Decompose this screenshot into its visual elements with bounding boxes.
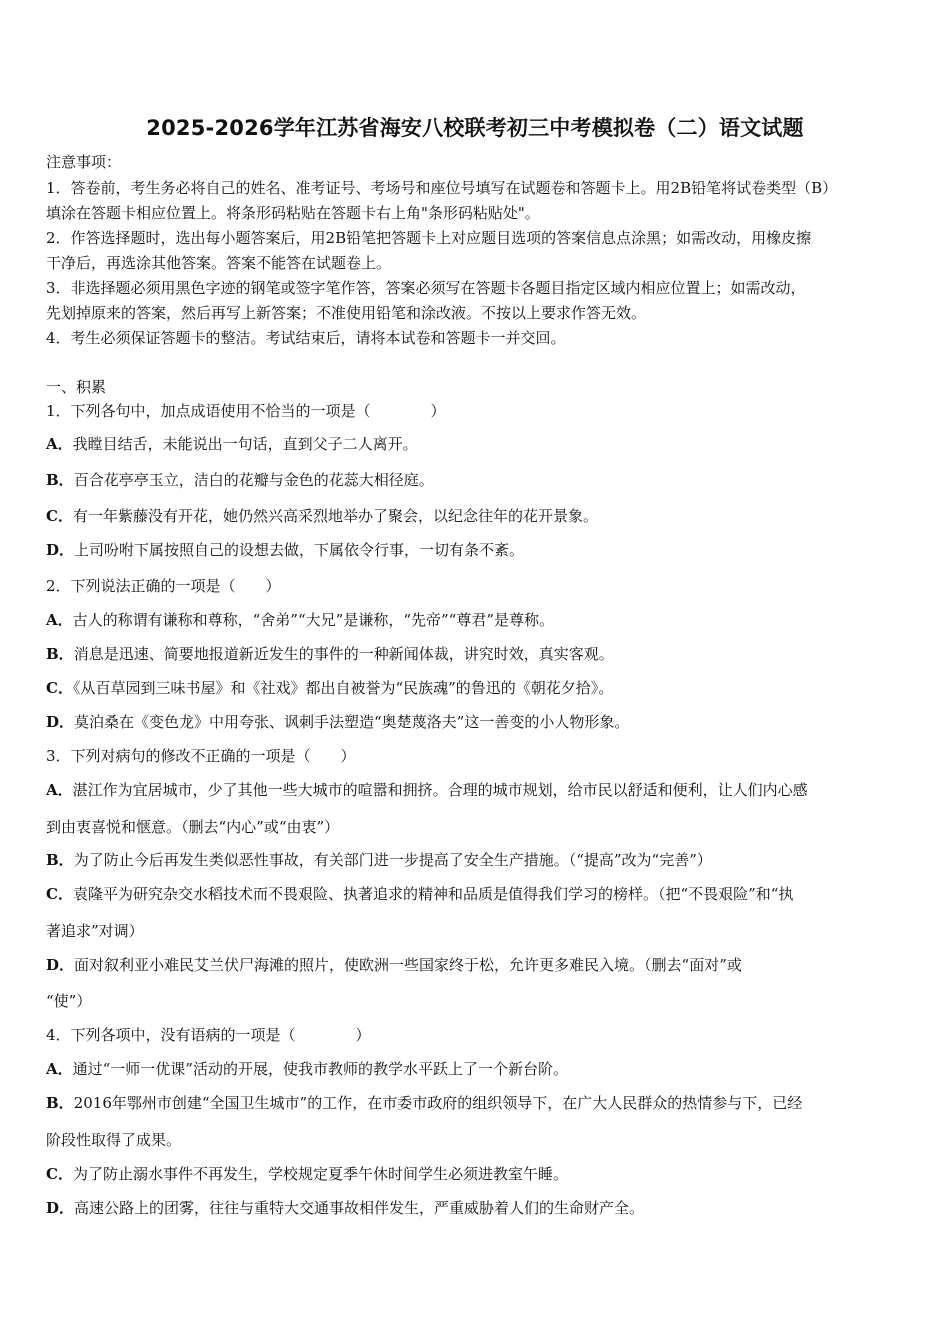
option-label: A．: [46, 435, 73, 453]
option-b: [46, 1093, 908, 1113]
option-label: C．: [46, 507, 73, 525]
option-text: 古人的称谓有谦称和尊称，“舍弟”“大兄”是谦称，“先帝”“尊君”是尊称。: [72, 611, 554, 629]
notice-line: 3．非选择题必须用黑色字迹的钢笔或签字笔作答，答案必须写在答题卡各题目指定区域内相应位置上；如需改动，: [46, 279, 806, 297]
option-label: C．: [46, 679, 73, 697]
option-text: 我瞠目结舌，未能说出一句话，直到父子二人离开。: [72, 435, 418, 453]
option-d-continued: “使”）: [46, 992, 92, 1010]
option-text: 高速公路上的团雾，往往与重特大交通事故相伴发生，严重威胁着人们的生命财产全。: [74, 1199, 645, 1217]
question-stem: 4．下列各项中，没有语病的一项是（ ）: [46, 1026, 371, 1044]
option-b: [46, 644, 908, 664]
option-text: 有一年紫藤没有开花，她仍然兴高采烈地举办了聚会，以纪念往年的花开景象。: [72, 507, 598, 525]
question-stem: 1．下列各句中，加点成语使用不恰当的一项是（ ）: [46, 402, 446, 420]
option-label: C．: [46, 885, 73, 903]
option-a: [46, 434, 908, 454]
option-a: [46, 1059, 908, 1079]
notice-line: 2．作答选择题时，选出每小题答案后，用2B铅笔把答题卡上对应题目选项的答案信息点涂黑；如需改动，用橡皮擦: [46, 229, 812, 247]
option-d: [46, 955, 908, 975]
option-label: D．: [46, 1199, 75, 1217]
option-label: B．: [46, 1094, 74, 1112]
option-text: 通过“一师一优课”活动的开展，使我市教师的教学水平跃上了一个新台阶。: [72, 1060, 568, 1078]
notice-line: 干净后，再选涂其他答案。答案不能答在试题卷上。: [46, 254, 392, 272]
option-text: 袁隆平为研究杂交水稻技术而不畏艰险、执著追求的精神和品质是值得我们学习的榜样。（把“不畏艰险”和“执: [72, 885, 794, 903]
option-b: [46, 850, 908, 870]
option-text: 为了防止今后再发生类似恶性事故，有关部门进一步提高了安全生产措施。（“提高”改为“完善”）: [73, 851, 712, 869]
option-text: 莫泊桑在《变色龙》中用夸张、讽刺手法塑造“奥楚蔑洛夫”这一善变的小人物形象。: [74, 713, 630, 731]
option-text: 面对叙利亚小难民艾兰伏尸海滩的照片，使欧洲一些国家终于松，允许更多难民入境。（删去“面对”或: [74, 956, 742, 974]
option-c: [46, 506, 908, 526]
option-b: [46, 470, 908, 490]
option-text: 为了防止溺水事件不再发生，学校规定夏季午休时间学生必须进教室午睡。: [72, 1165, 568, 1183]
option-a-continued: 到由衷喜悦和惬意。（删去“内心”或“由衷”）: [46, 818, 340, 836]
notice-line: 4．考生必须保证答题卡的整洁。考试结束后，请将本试卷和答题卡一并交回。: [46, 329, 566, 347]
option-d: [46, 540, 908, 560]
option-d: [46, 1198, 908, 1218]
option-label: D．: [46, 956, 75, 974]
option-a: [46, 780, 908, 800]
question-stem: 2．下列说法正确的一项是（ ）: [46, 577, 281, 595]
option-text: 百合花亭亭玉立，洁白的花瓣与金色的花蕊大相径庭。: [73, 471, 434, 489]
option-c: [46, 678, 908, 698]
option-c-continued: 著追求”对调）: [46, 922, 144, 940]
option-label: A．: [46, 1060, 73, 1078]
option-label: A．: [46, 611, 73, 629]
option-text: 2016年鄂州市创建“全国卫生城市”的工作，在市委市政府的组织领导下，在广大人民群众的热情参与下，已经: [73, 1094, 803, 1112]
option-label: B．: [46, 471, 74, 489]
notice-heading: 注意事项：: [46, 153, 122, 171]
page-title: 2025-2026学年江苏省海安八校联考初三中考模拟卷（二）语文试题: [146, 116, 804, 140]
section-heading: 一、积累: [46, 378, 107, 396]
option-label: D．: [46, 541, 75, 559]
option-label: B．: [46, 851, 74, 869]
option-label: C．: [46, 1165, 73, 1183]
option-text: 湛江作为宜居城市，少了其他一些大城市的喧嚣和拥挤。合理的城市规划，给市民以舒适和便利，让人们内心感: [72, 781, 808, 799]
option-d: [46, 712, 908, 732]
option-label: A．: [46, 781, 73, 799]
option-text: 上司吩咐下属按照自己的设想去做，下属依令行事，一切有条不紊。: [74, 541, 525, 559]
option-c: [46, 884, 908, 904]
option-text: 消息是迅速、简要地报道新近发生的事件的一种新闻体裁，讲究时效，真实客观。: [73, 645, 614, 663]
option-label: D．: [46, 713, 75, 731]
option-a: [46, 610, 908, 630]
notice-line: 1．答卷前，考生务必将自己的姓名、准考证号、考场号和座位号填写在试题卷和答题卡上。用2B铅笔将试卷类型（B）: [46, 179, 838, 197]
notice-line: 先划掉原来的答案，然后再写上新答案；不准使用铅笔和涂改液。不按以上要求作答无效。: [46, 304, 647, 322]
option-b-continued: 阶段性取得了成果。: [46, 1131, 182, 1149]
option-label: B．: [46, 645, 74, 663]
option-text: 《从百草园到三味书屋》和《社戏》都出自被誉为“民族魂”的鲁迅的《朝花夕拾》。: [72, 679, 614, 697]
option-c: [46, 1164, 908, 1184]
question-stem: 3．下列对病句的修改不正确的一项是（ ）: [46, 747, 356, 765]
notice-line: 填涂在答题卡相应位置上。将条形码粘贴在答题卡右上角"条形码粘贴处"。: [46, 204, 540, 222]
